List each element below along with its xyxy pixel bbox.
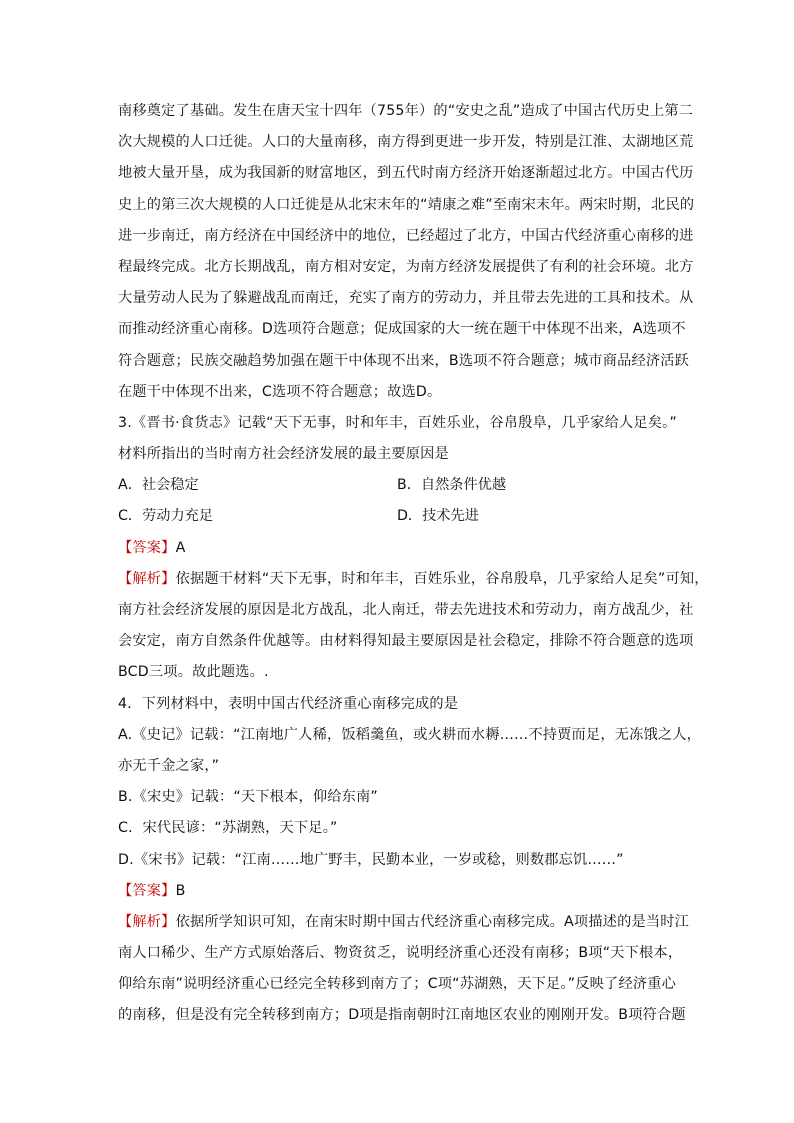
- option-a: A．社会稳定: [118, 477, 199, 494]
- paragraph-line: 地被大量开垦，成为我国新的财富地区，到五代时南方经济开始逐渐超过北方。中国古代历: [118, 165, 694, 182]
- option-line: B.《宋史》记载：“天下根本，仰给东南”: [118, 789, 378, 806]
- analysis-line: 的南移，但是没有完全转移到南方；D项是指南朝时江南地区农业的刚刚开发。B项符合题: [118, 1007, 686, 1024]
- paragraph-line: 次大规模的人口迁徙。人口的大量南移，南方得到更进一步开发，特别是江淮、太湖地区荒: [118, 134, 694, 151]
- analysis-tag: 【解析】: [118, 570, 176, 587]
- analysis-line: 会安定，南方自然条件优越等。由材料得知最主要原因是社会稳定，排除不符合题意的选项: [118, 633, 694, 650]
- option-c: C．劳动力充足: [118, 508, 214, 525]
- question-stem-line: 3.《晋书·食货志》记载“天下无事，时和年丰，百姓乐业，谷帛殷阜，几乎家给人足矣。”: [118, 414, 677, 431]
- analysis-line: 仰给东南”说明经济重心已经完全转移到南方了；C项“苏湖熟，天下足。”反映了经济重心: [118, 976, 676, 993]
- analysis-line: 南方社会经济发展的原因是北方战乱，北人南迁，带去先进技术和劳动力，南方战乱少，社: [118, 602, 694, 618]
- question-stem-line: 4．下列材料中，表明中国古代经济重心南移完成的是: [118, 695, 459, 712]
- option-b: B．自然条件优越: [397, 477, 507, 494]
- analysis-line: [118, 907, 690, 938]
- analysis-line: 南人口稀少、生产方式原始落后、物资贫乏，说明经济重心还没有南移；B项“天下根本，: [118, 945, 683, 962]
- option-line: 亦无千金之家，”: [118, 757, 220, 774]
- options-row: [118, 501, 676, 532]
- analysis-tag: 【解析】: [118, 913, 176, 930]
- answer-tag: 【答案】: [118, 882, 176, 899]
- answer-value: B: [175, 882, 186, 899]
- paragraph-line: 而推动经济重心南移。D选项符合题意；促成国家的大一统在题干中体现不出来，A选项不: [118, 321, 686, 338]
- question-4: [118, 689, 702, 1032]
- analysis-text: 依据所学知识可知，在南宋时期中国古代经济重心南移完成。A项描述的是当时江: [175, 913, 690, 930]
- q2-analysis-continuation: [118, 96, 695, 408]
- options-row: [118, 470, 676, 501]
- answer-line: [118, 533, 676, 564]
- question-stem-line: 材料所指出的当时南方社会经济发展的最主要原因是: [118, 446, 449, 463]
- paragraph-line: 史上的第三次大规模的人口迁徙是从北宋末年的“靖康之难”至南宋末年。两宋时期，北民的: [118, 196, 695, 213]
- paragraph-line: 程最终完成。北方长期战乱，南方相对安定，为南方经济发展提供了有利的社会环境。北方: [118, 258, 694, 275]
- paragraph-line: 符合题意；民族交融趋势加强在题干中体现不出来，B选项不符合题意；城市商品经济活跃: [118, 352, 690, 369]
- option-d: D．技术先进: [397, 508, 479, 525]
- answer-value: A: [175, 539, 186, 556]
- question-3: [118, 408, 709, 689]
- answer-line: [118, 876, 676, 907]
- option-line: C．宋代民谚：“苏湖熟，天下足。”: [118, 820, 338, 837]
- analysis-line: [118, 564, 709, 595]
- option-line: D.《宋书》记载：“江南……地广野丰，民勤本业，一岁或稔，则数郡忘饥……”: [118, 851, 624, 868]
- answer-tag: 【答案】: [118, 539, 176, 556]
- analysis-text: 依据题干材料“天下无事，时和年丰，百姓乐业，谷帛殷阜，几乎家给人足矣”可知，: [175, 570, 709, 587]
- paragraph-line: 大量劳动人民为了躲避战乱而南迁，充实了南方的劳动力，并且带去先进的工具和技术。从: [118, 290, 694, 307]
- paragraph-line: 南移奠定了基础。发生在唐天宝十四年（755年）的“安史之乱”造成了中国古代历史上第二: [118, 103, 694, 119]
- option-line: A.《史记》记载：“江南地广人稀，饭稻羹鱼，或火耕而水耨……不持贾而足，无冻饿之人，: [118, 726, 702, 743]
- paragraph-line: 在题干中体现不出来，C选项不符合题意；故选D。: [118, 383, 442, 400]
- analysis-line: BCD三项。故此题选。.: [118, 664, 269, 681]
- document-page: [118, 96, 709, 1032]
- paragraph-line: 进一步南迁，南方经济在中国经济中的地位，已经超过了北方，中国古代经济重心南移的进: [118, 227, 694, 244]
